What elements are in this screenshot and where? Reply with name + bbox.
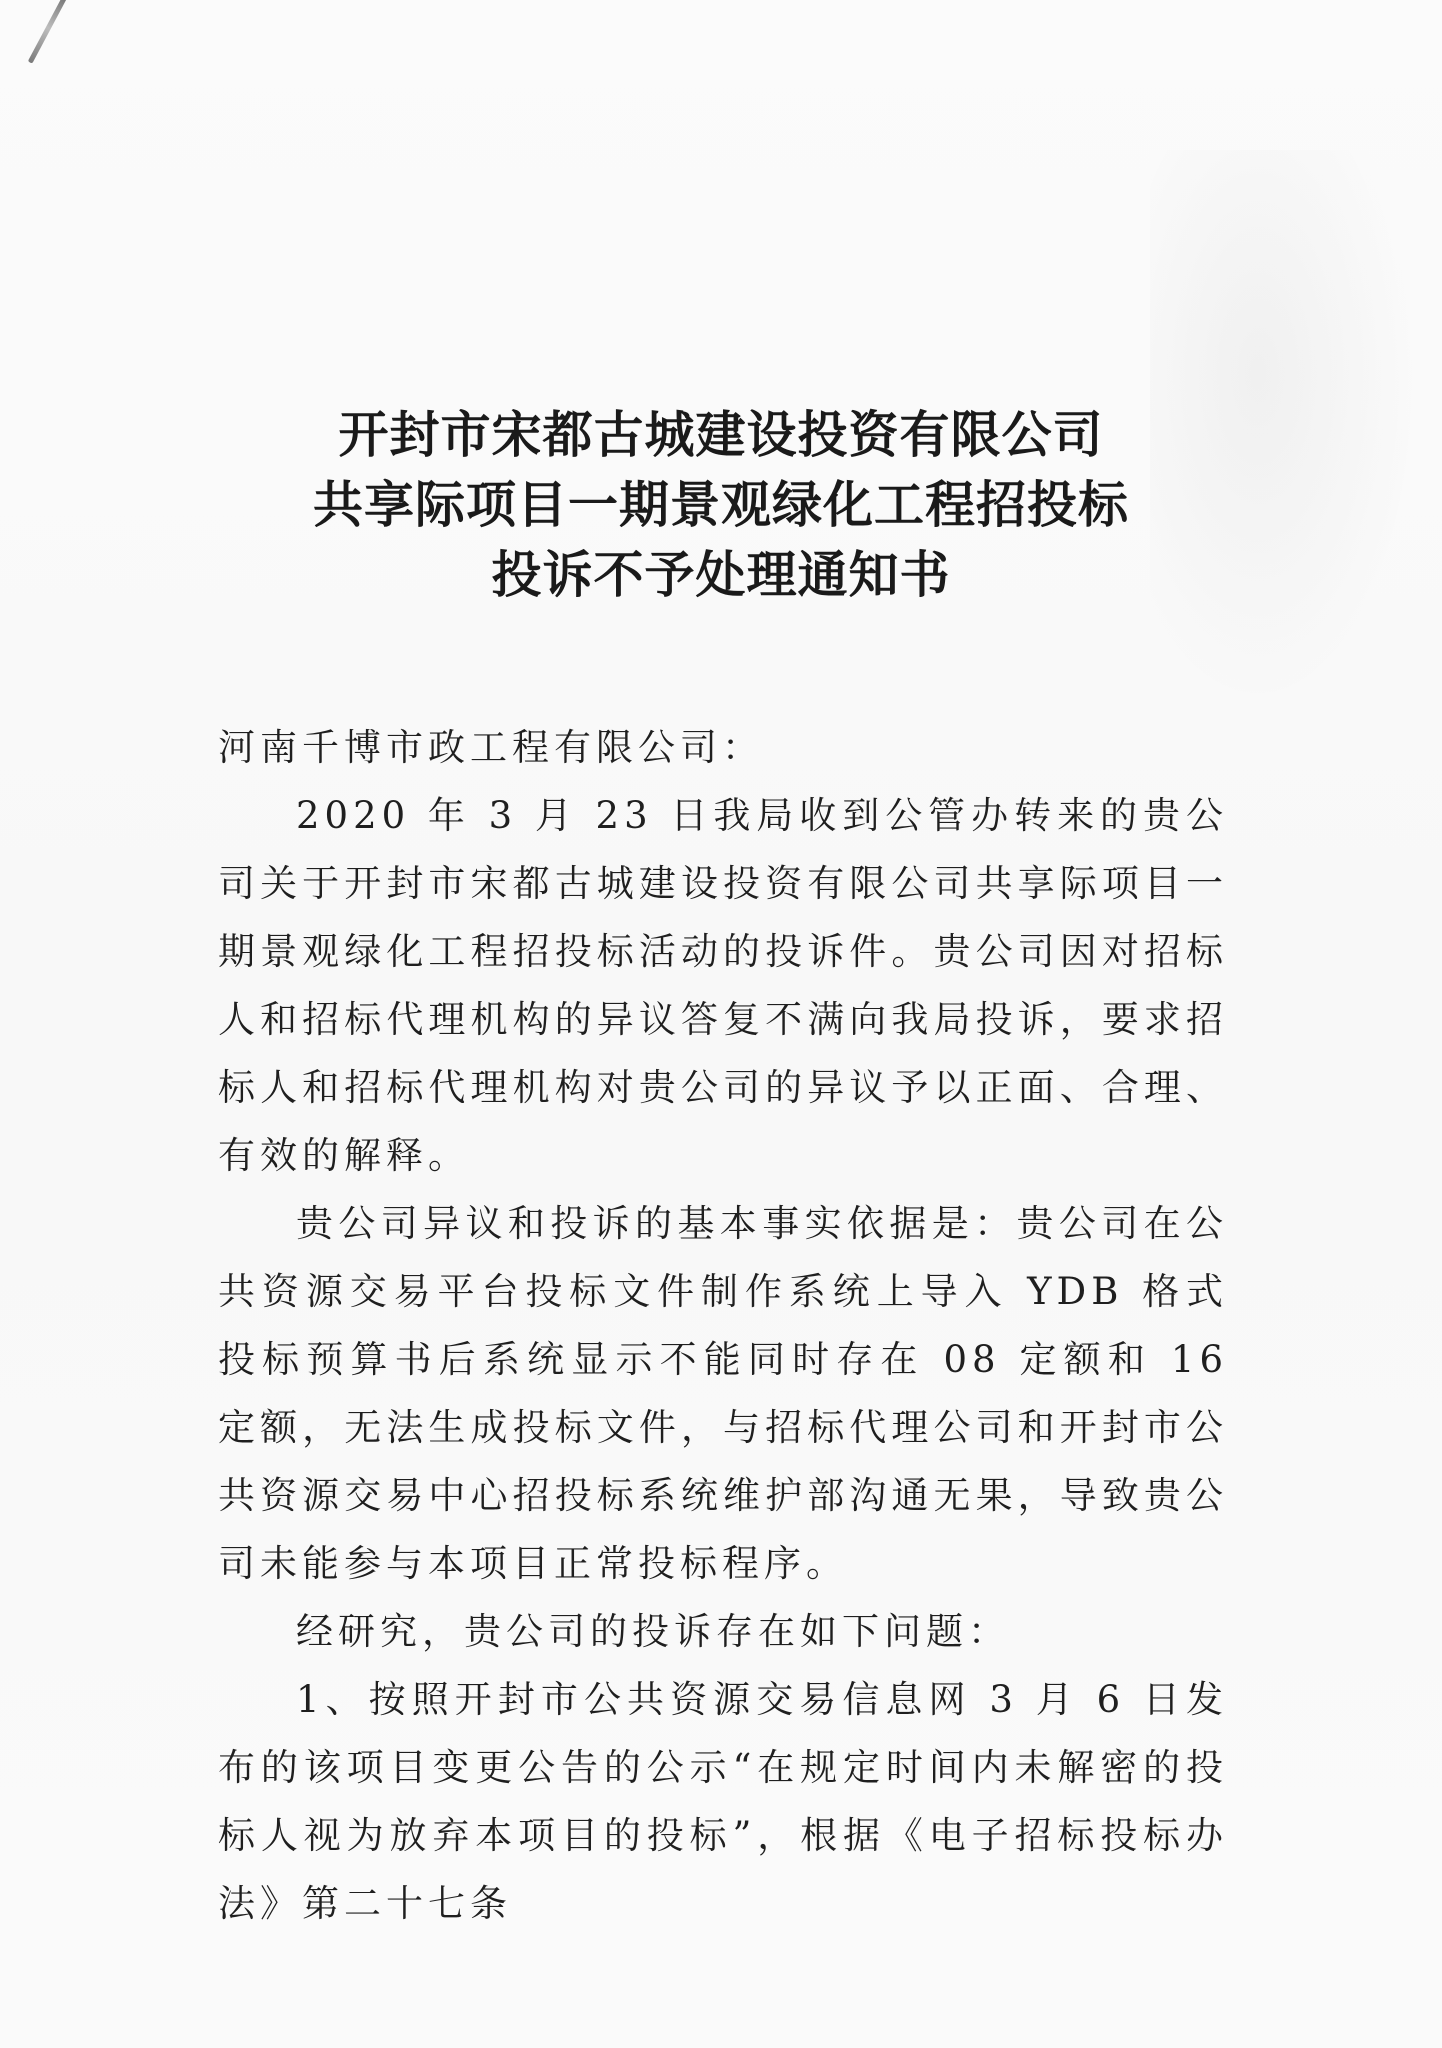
paragraph-1: 2020 年 3 月 23 日我局收到公管办转来的贵公司关于开封市宋都古城建设投资有限公司共享际项目一期景观绿化工程招投标活动的投诉件。贵公司因对招标人和招标代理机构的异议答复不满向我局投诉，要求招标人和招标代理机构对贵公司的异议予以正面、合理、有效的解释。 <box>218 794 1228 1177</box>
paragraph-2: 贵公司异议和投诉的基本事实依据是：贵公司在公共资源交易平台投标文件制作系统上导入 YDB 格式投标预算书后系统显示不能同时存在 08 定额和 16 定额，无法生成投标文件，与招标代理公司和开封市公共资源交易中心招投标系统维护部沟通无果，导致贵公司未能参与本项目正常投标程序。 <box>218 1202 1228 1585</box>
document-title <box>0 400 1442 610</box>
staple-mark <box>28 0 69 64</box>
addressee: 河南千博市政工程有限公司： <box>218 726 764 769</box>
paragraph-4: 1、按照开封市公共资源交易信息网 3 月 6 日发布的该项目变更公告的公示“在规定时间内未解密的投标人视为放弃本项目的投标”，根据《电子招标投标办法》第二十七条 <box>218 1678 1228 1925</box>
title-line-3: 投诉不予处理通知书 <box>491 546 951 604</box>
title-line-1: 开封市宋都古城建设投资有限公司 <box>338 406 1104 464</box>
title-line-2: 共享际项目一期景观绿化工程招投标 <box>313 476 1129 534</box>
document-body <box>218 714 1228 1938</box>
paragraph-3: 经研究，贵公司的投诉存在如下问题： <box>296 1610 1010 1653</box>
